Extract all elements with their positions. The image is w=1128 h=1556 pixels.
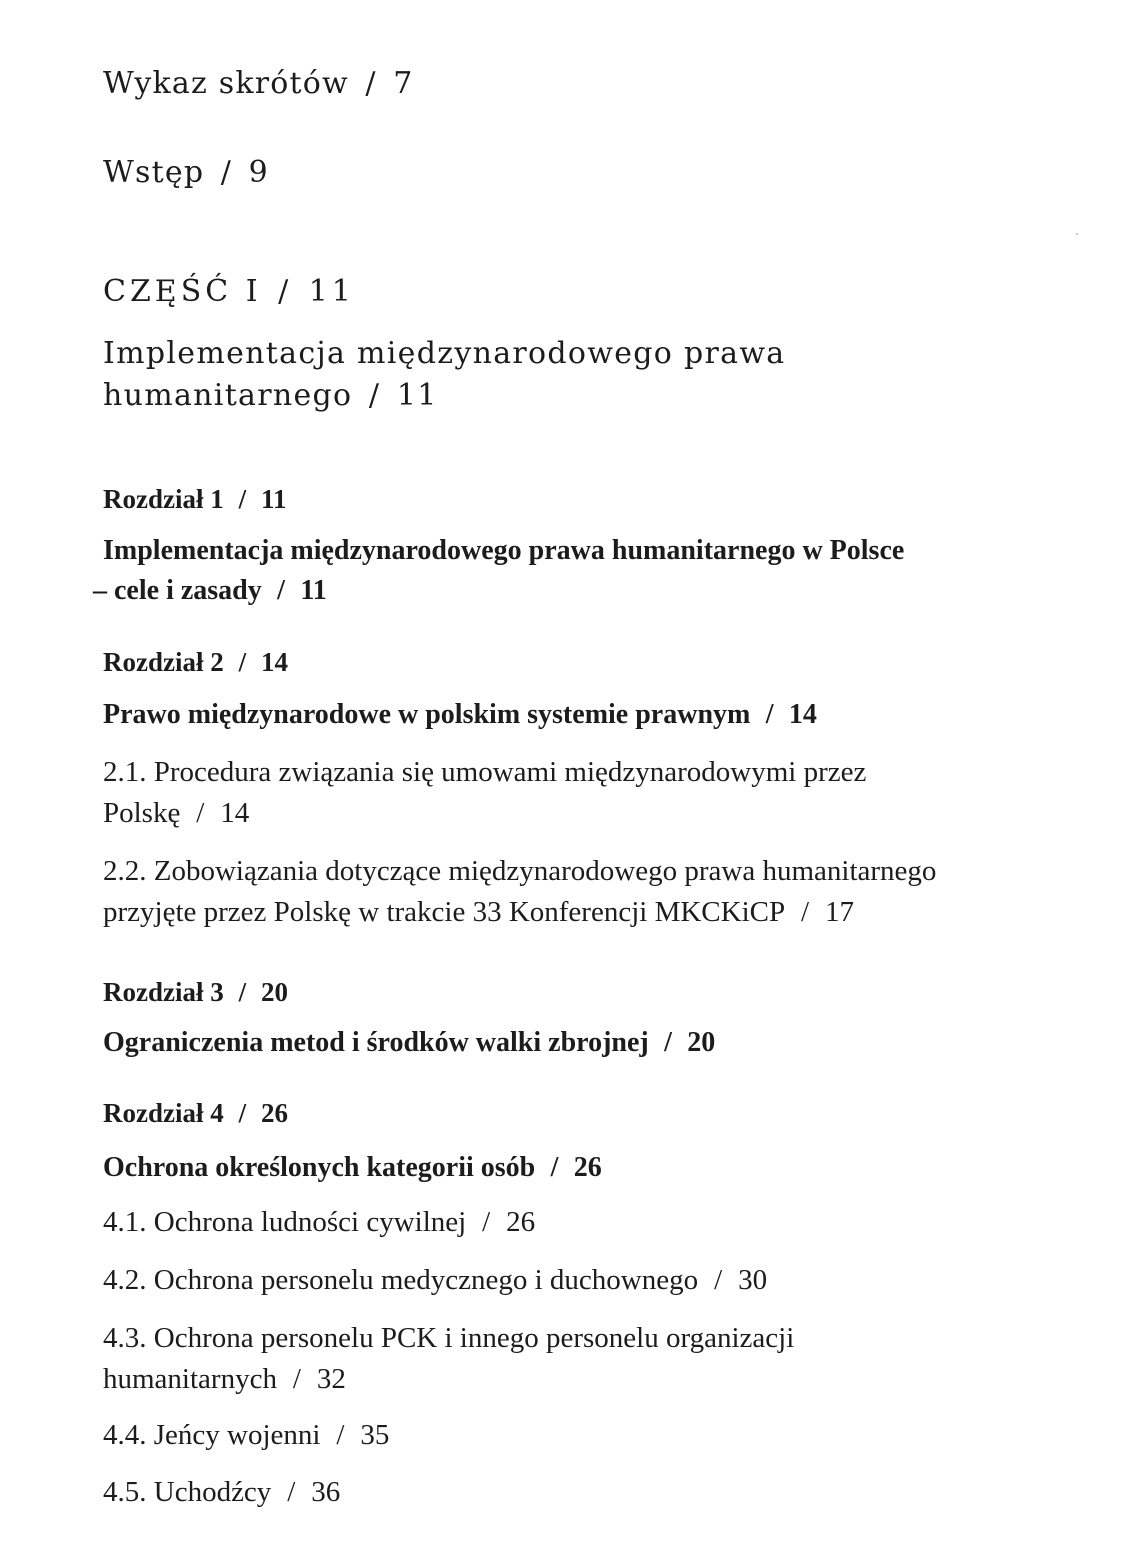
toc-section-2-2[interactable]: 2.2. Zobowiązania dotyczące międzynarodowego prawa humanitarnego przyjęte przez Polskę w trakcie 33 Konferencji MKCKiCP / 17 [103,851,936,933]
chapter-title-line-2: – cele i zasady [93,575,262,606]
part-page: 11 [308,274,355,309]
section-page: 14 [220,797,250,829]
toc-chapter-2-heading[interactable]: Rozdział 2 / 14 [103,647,288,677]
toc-section-2-1[interactable]: 2.1. Procedura związania się umowami międzynarodowymi przez Polskę / 14 [103,752,866,834]
toc-chapter-3-title[interactable]: Ograniczenia metod i środków walki zbrojnej / 20 [103,1027,716,1058]
chapter-page: 26 [260,1098,288,1128]
section-page: 17 [825,896,855,928]
section-page: 36 [311,1476,341,1508]
chapter-label: Rozdział 3 [103,977,224,1007]
toc-section-4-4[interactable]: 4.4. Jeńcy wojenni / 35 [103,1419,390,1451]
toc-entry-page: 9 [248,155,269,190]
chapter-label: Rozdział 4 [103,1098,224,1128]
chapter-title: Ograniczenia metod i środków walki zbrojnej [103,1027,649,1058]
section-label: 4.4. Jeńcy wojenni [103,1419,321,1451]
part-label: CZĘŚĆ I [103,274,262,309]
toc-chapter-4-heading[interactable]: Rozdział 4 / 26 [103,1098,288,1128]
section-line-1: 2.1. Procedura związania się umowami międzynarodowymi przez [103,756,867,788]
section-label: 4.1. Ochrona ludności cywilnej [103,1206,467,1238]
part-title-line-1: Implementacja międzynarodowego prawa [103,336,786,371]
part-title-line-2: humanitarnego [103,378,353,413]
chapter-title-line-1: Implementacja międzynarodowego prawa humanitarnego w Polsce [103,535,905,566]
toc-section-4-2[interactable]: 4.2. Ochrona personelu medycznego i duchownego / 30 [103,1264,768,1296]
section-page: 32 [316,1363,346,1395]
toc-part-title[interactable]: Implementacja międzynarodowego prawa humanitarnego / 11 [103,333,863,417]
toc-chapter-1-title[interactable]: Implementacja międzynarodowego prawa humanitarnego w Polsce – cele i zasady / 11 [103,531,904,611]
chapter-label: Rozdział 1 [103,484,224,514]
toc-chapter-4-title[interactable]: Ochrona określonych kategorii osób / 26 [103,1152,602,1183]
toc-chapter-2-title[interactable]: Prawo międzynarodowe w polskim systemie prawnym / 14 [103,699,817,730]
toc-section-4-5[interactable]: 4.5. Uchodźcy / 36 [103,1476,341,1508]
section-line-1: 4.3. Ochrona personelu PCK i innego personelu organizacji [103,1322,795,1354]
section-line-2: Polskę [103,797,181,829]
chapter-title-page: 11 [300,575,327,606]
section-page: 35 [360,1419,390,1451]
toc-chapter-3-heading[interactable]: Rozdział 3 / 20 [103,977,288,1007]
chapter-page: 14 [260,647,288,677]
toc-section-4-1[interactable]: 4.1. Ochrona ludności cywilnej / 26 [103,1206,536,1238]
section-line-1: 2.2. Zobowiązania dotyczące międzynarodowego prawa humanitarnego [103,855,937,887]
chapter-page: 11 [260,484,287,514]
scan-speck [1076,233,1078,235]
section-label: 4.5. Uchodźcy [103,1476,272,1508]
chapter-label: Rozdział 2 [103,647,224,677]
toc-entry-page: 7 [393,66,414,101]
chapter-title-page: 20 [687,1027,716,1058]
section-page: 30 [738,1264,768,1296]
chapter-title: Ochrona określonych kategorii osób [103,1152,536,1183]
chapter-title-page: 14 [788,699,817,730]
toc-part-heading[interactable]: CZĘŚĆ I / 11 [103,274,355,309]
toc-section-4-3[interactable]: 4.3. Ochrona personelu PCK i innego personelu organizacji humanitarnych / 32 [103,1318,794,1400]
toc-entry-intro[interactable]: Wstęp / 9 [103,155,269,190]
section-page: 26 [506,1206,536,1238]
chapter-title-page: 26 [573,1152,602,1183]
toc-entry-abbreviations[interactable]: Wykaz skrótów / 7 [103,66,414,101]
toc-entry-label: Wstęp [103,155,205,190]
toc-entry-label: Wykaz skrótów [103,66,349,101]
section-label: 4.2. Ochrona personelu medycznego i duchownego [103,1264,699,1296]
section-line-2: przyjęte przez Polskę w trakcie 33 Konferencji MKCKiCP [103,896,786,928]
chapter-page: 20 [260,977,288,1007]
chapter-title: Prawo międzynarodowe w polskim systemie prawnym [103,699,751,730]
section-line-2: humanitarnych [103,1363,277,1395]
toc-chapter-1-heading[interactable]: Rozdział 1 / 11 [103,484,287,514]
part-title-page: 11 [396,378,438,413]
